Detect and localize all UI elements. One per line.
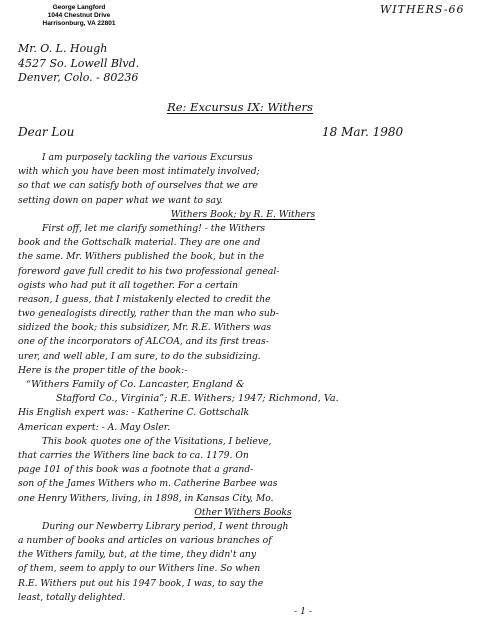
letterhead — [24, 4, 134, 28]
body-line: Here is the proper title of the book:- — [18, 364, 188, 376]
subject-line — [90, 100, 390, 114]
letterhead-name: George Langford — [52, 4, 106, 11]
address-line: Mr. O. L. Hough — [18, 42, 108, 55]
body-line: one Henry Withers, living, in 1898, in Kansas City, Mo. — [18, 492, 274, 504]
body-line: Stafford Co., Virginia”; R.E. Withers; 1947; Richmond, Va. — [56, 393, 339, 405]
body-line: so that we can satisfy both of ourselves that we are — [18, 180, 258, 192]
letter-body — [18, 151, 468, 619]
letter-date: 18 Mar. 1980 — [322, 125, 404, 139]
recipient-address — [18, 42, 139, 86]
body-line: foreword gave full credit to his two professional geneal- — [18, 265, 280, 277]
body-line: the same. Mr. Withers published the book, but in the — [18, 251, 265, 263]
body-line: with which you have been most intimately involved; — [18, 166, 260, 178]
body-line: First off, let me clarify something! - the Withers — [42, 222, 266, 234]
body-line: ogists who had put it all together. For a certain — [18, 279, 238, 291]
body-line: a number of books and articles on various branches of — [18, 535, 272, 547]
body-line: sidized the book; this subsidizer, Mr. R.E. Withers was — [18, 322, 272, 334]
body-line: During our Newberry Library period, I went through — [42, 520, 289, 532]
body-line: reason, I guess, that I mistakenly elected to credit the — [18, 293, 271, 305]
body-line: setting down on paper what we want to say. — [18, 194, 223, 206]
body-line: American expert: - A. May Osler. — [18, 421, 171, 433]
body-line: one of the incorporators of ALCOA, and its first treas- — [18, 336, 269, 348]
body-line: the Withers family, but, at the time, they didn't any — [18, 549, 257, 561]
body-line: page 101 of this book was a footnote that a grand- — [18, 464, 254, 476]
body-line: least, totally delighted. — [18, 591, 126, 603]
body-line: urer, and well able, I am sure, to do the subsidizing. — [18, 350, 261, 362]
subject-text: Re: Excursus IX: Withers — [167, 100, 313, 114]
body-line: son of the James Withers who m. Catherine Barbee was — [18, 478, 278, 490]
body-line: book and the Gottschalk material. They are one and — [18, 237, 261, 249]
body-line: I am purposely tackling the various Excursus — [42, 152, 253, 163]
body-line: This book quotes one of the Visitations, I believe, — [42, 435, 272, 447]
body-line: “Withers Family of Co. Lancaster, England & — [26, 379, 245, 390]
file-tag: WITHERS-66 — [380, 3, 465, 16]
body-line: of them, seem to apply to our Withers line. So when — [18, 563, 261, 575]
letterhead-street: 1044 Chestnut Drive — [47, 12, 111, 19]
salutation: Dear Lou — [18, 125, 75, 139]
body-line: His English expert was: - Katherine C. Gottschalk — [18, 407, 250, 419]
body-line: that carries the Withers line back to ca. 1179. On — [18, 449, 249, 461]
letterhead-city: Harrisonburg, VA 22801 — [42, 20, 116, 27]
section-heading: Other Withers Books — [194, 506, 292, 518]
body-line: two genealogists directly, rather than the man who sub- — [18, 308, 279, 320]
address-line: Denver, Colo. - 80236 — [18, 71, 139, 84]
section-heading: Withers Book; by R. E. Withers — [170, 208, 316, 220]
page-number: - 1 - — [294, 606, 312, 617]
address-line: 4527 So. Lowell Blvd. — [18, 56, 140, 70]
body-line: R.E. Withers put out his 1947 book, I was, to say the — [18, 577, 264, 589]
